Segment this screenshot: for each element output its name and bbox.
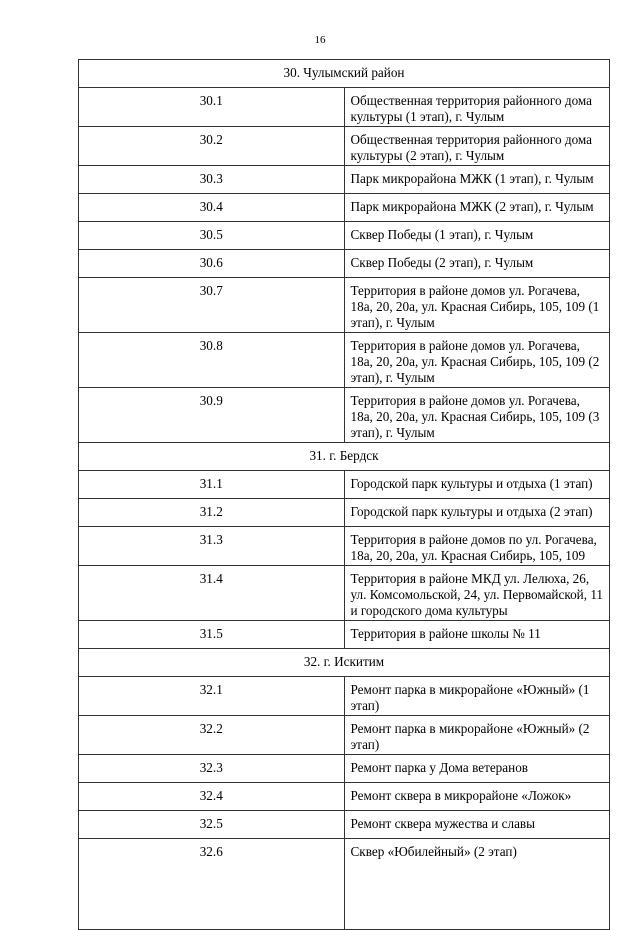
section-header-row — [79, 649, 610, 677]
row-number: 32.2 — [79, 716, 345, 755]
table-row — [79, 127, 610, 166]
row-text: Ремонт сквера в микрорайоне «Ложок» — [344, 783, 610, 811]
row-number: 32.1 — [79, 677, 345, 716]
row-number: 30.9 — [79, 388, 345, 443]
row-number: 32.6 — [79, 839, 345, 930]
table-row — [79, 839, 610, 930]
row-number: 31.4 — [79, 566, 345, 621]
section-title: 31. г. Бердск — [79, 443, 610, 471]
row-text: Городской парк культуры и отдыха (2 этап) — [344, 499, 610, 527]
row-number: 30.6 — [79, 250, 345, 278]
row-number: 30.5 — [79, 222, 345, 250]
table-row — [79, 811, 610, 839]
section-header-row — [79, 60, 610, 88]
row-text: Ремонт парка у Дома ветеранов — [344, 755, 610, 783]
section-header-row — [79, 443, 610, 471]
row-number: 30.1 — [79, 88, 345, 127]
row-text: Общественная территория районного дома культуры (1 этап), г. Чулым — [344, 88, 610, 127]
row-number: 30.8 — [79, 333, 345, 388]
row-number: 31.1 — [79, 471, 345, 499]
page-number: 16 — [314, 34, 326, 46]
row-text: Сквер Победы (1 этап), г. Чулым — [344, 222, 610, 250]
table-row — [79, 194, 610, 222]
row-text: Парк микрорайона МЖК (2 этап), г. Чулым — [344, 194, 610, 222]
row-text: Территория в районе МКД ул. Лелюха, 26, ул. Комсомольской, 24, ул. Первомайской, 11 и городского дома культуры — [344, 566, 610, 621]
row-text: Ремонт парка в микрорайоне «Южный» (2 этап) — [344, 716, 610, 755]
row-number: 32.5 — [79, 811, 345, 839]
row-text: Ремонт сквера мужества и славы — [344, 811, 610, 839]
row-text: Сквер Победы (2 этап), г. Чулым — [344, 250, 610, 278]
table-row — [79, 783, 610, 811]
row-number: 30.7 — [79, 278, 345, 333]
table-row — [79, 677, 610, 716]
table-row — [79, 527, 610, 566]
table-row — [79, 716, 610, 755]
row-text: Территория в районе домов ул. Рогачева, 18а, 20, 20а, ул. Красная Сибирь, 105, 109 (1 этап), г. Чулым — [344, 278, 610, 333]
row-text: Территория в районе домов по ул. Рогачева, 18а, 20, 20а, ул. Красная Сибирь, 105, 109 — [344, 527, 610, 566]
table-row — [79, 755, 610, 783]
row-text: Парк микрорайона МЖК (1 этап), г. Чулым — [344, 166, 610, 194]
row-text: Городской парк культуры и отдыха (1 этап) — [344, 471, 610, 499]
row-text: Ремонт парка в микрорайоне «Южный» (1 этап) — [344, 677, 610, 716]
table-row — [79, 471, 610, 499]
row-text: Сквер «Юбилейный» (2 этап) — [344, 839, 610, 930]
row-number: 30.4 — [79, 194, 345, 222]
section-title: 30. Чулымский район — [79, 60, 610, 88]
table-row — [79, 278, 610, 333]
table-row — [79, 222, 610, 250]
row-number: 31.2 — [79, 499, 345, 527]
table-row — [79, 566, 610, 621]
territories-table — [78, 59, 610, 930]
row-text: Территория в районе домов ул. Рогачева, 18а, 20, 20а, ул. Красная Сибирь, 105, 109 (3 этап), г. Чулым — [344, 388, 610, 443]
table-row — [79, 250, 610, 278]
row-number: 32.3 — [79, 755, 345, 783]
row-number: 30.2 — [79, 127, 345, 166]
table-row — [79, 333, 610, 388]
table-row — [79, 621, 610, 649]
row-text: Общественная территория районного дома культуры (2 этап), г. Чулым — [344, 127, 610, 166]
row-number: 31.3 — [79, 527, 345, 566]
row-text: Территория в районе школы № 11 — [344, 621, 610, 649]
table-row — [79, 388, 610, 443]
row-text: Территория в районе домов ул. Рогачева, 18а, 20, 20а, ул. Красная Сибирь, 105, 109 (2 этап), г. Чулым — [344, 333, 610, 388]
row-number: 31.5 — [79, 621, 345, 649]
table-row — [79, 499, 610, 527]
table-row — [79, 166, 610, 194]
table-row — [79, 88, 610, 127]
row-number: 32.4 — [79, 783, 345, 811]
section-title: 32. г. Искитим — [79, 649, 610, 677]
row-number: 30.3 — [79, 166, 345, 194]
